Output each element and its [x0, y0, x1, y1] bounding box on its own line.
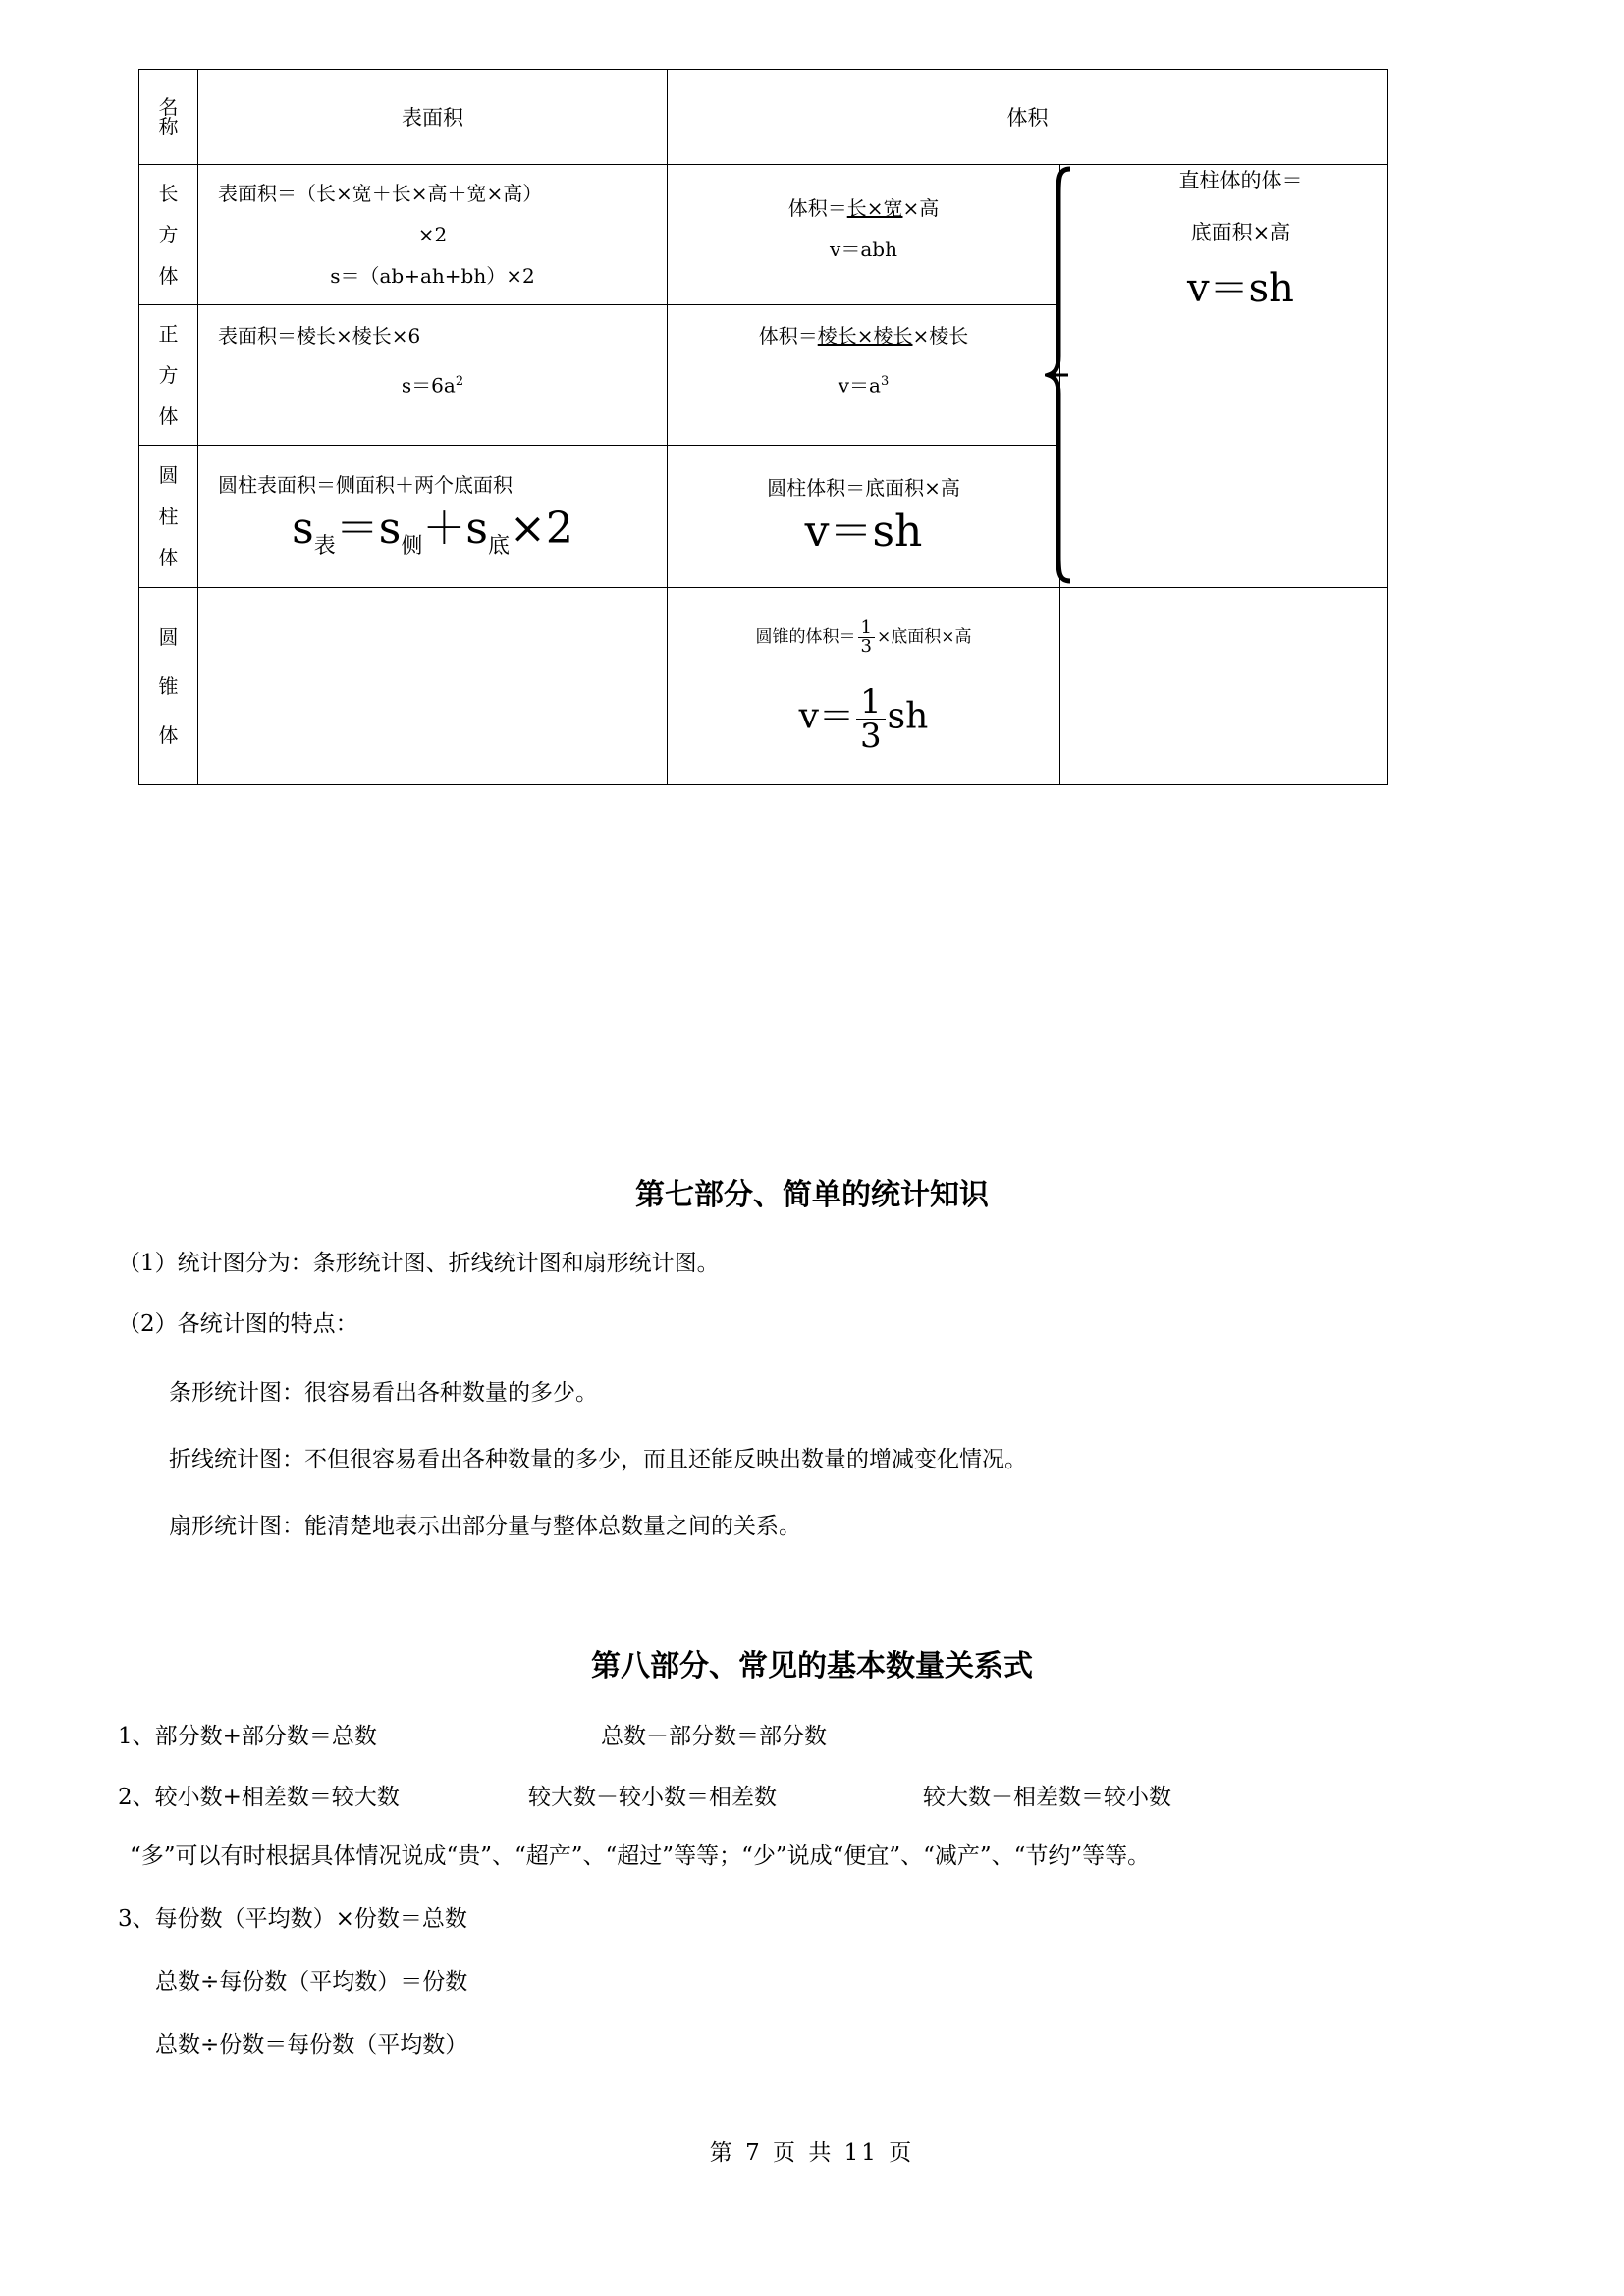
section-8-line-2c: 较大数－相差数＝较小数 [923, 1785, 1171, 1810]
cube-sa-line-1: 表面积＝棱长×棱长×6 [218, 323, 421, 347]
row-name-char: 方 [158, 363, 179, 387]
row-name-char: 柱 [158, 505, 179, 528]
cone-vol-formula: v＝ $\frac{1}{3}$ sh [798, 682, 929, 756]
prism-note-line-2: 底面积×高 [1190, 221, 1291, 244]
page-footer: 第 7 页 共 11 页 [709, 2140, 915, 2165]
cube-sa-line-2: $s=6a^2$ [401, 373, 464, 398]
section-7-item-4: 折线统计图：不但很容易看出各种数量的多少，而且还能反映出数量的增减变化情况。 [169, 1447, 1027, 1472]
header-name-char-1: 名 [158, 95, 179, 119]
row-name-cylinder [139, 446, 198, 588]
row-name-vertical [139, 324, 197, 426]
section-7-item-1: （1）统计图分为：条形统计图、折线统计图和扇形统计图。 [118, 1251, 720, 1276]
section-8-line-2b: 较大数－较小数＝相差数 [528, 1785, 777, 1810]
cylinder-sa-line-1: 圆柱表面积＝侧面积＋两个底面积 [218, 473, 513, 498]
section-8-line-3: “多”可以有时根据具体情况说成“贵”、“超产”、“超过”等等；“少”说成“便宜”、“减产”、“节约”等等。 [130, 1843, 1151, 1869]
cell-cone-note-empty [1060, 588, 1388, 785]
header-name-char-2: 称 [158, 115, 179, 138]
prism-note-text [1100, 165, 1381, 311]
fraction-one-third [858, 619, 875, 656]
row-name-char: 长 [158, 182, 179, 205]
exponent: 3 [880, 373, 890, 389]
row-name-vertical [139, 184, 197, 286]
section-7-title: 第七部分、简单的统计知识 [635, 1178, 989, 1212]
fraction-numerator: 1 [860, 682, 882, 721]
cone-sa-empty [198, 670, 667, 702]
table-row [139, 165, 1388, 305]
section-8-line-1a: 1、部分数+部分数＝总数 [118, 1724, 377, 1749]
row-name-char: 体 [158, 264, 179, 288]
table-row [139, 588, 1388, 785]
cube-sa-lines [198, 320, 667, 431]
section-8-title: 第八部分、常见的基本数量关系式 [591, 1649, 1033, 1683]
section-8-line-5: 总数÷每份数（平均数）＝份数 [155, 1969, 468, 1995]
section-8-line-1b: 总数－部分数＝部分数 [601, 1724, 827, 1749]
row-name-char: 圆 [158, 463, 179, 487]
subscript: 表 [313, 533, 336, 559]
header-surface-area-label: 表面积 [402, 106, 463, 130]
row-name-char: 体 [158, 546, 179, 569]
cylinder-vol-lines [668, 472, 1059, 561]
cube-vol-lines [668, 320, 1059, 431]
row-name-cone [139, 588, 198, 785]
cell-cylinder-surface-area [198, 446, 668, 588]
cylinder-sa-formula: $s_表=s_侧+s_底\times 2$ [292, 504, 573, 559]
cell-cuboid-surface-area [198, 165, 668, 305]
cell-prism-note [1060, 165, 1388, 588]
cuboid-sa-lines [198, 178, 667, 292]
cuboid-sa-line-1: 表面积＝（长×宽＋长×高＋宽×高） [218, 182, 543, 205]
fraction-denominator: 3 [856, 719, 886, 753]
cell-cylinder-volume [668, 446, 1060, 588]
table-header-row [139, 70, 1388, 165]
row-name-char: 体 [158, 404, 179, 428]
row-name-char: 方 [158, 223, 179, 246]
cone-vol-line-1: 圆锥的体积＝ $\frac{1}{3}$ ×底面积×高 [755, 617, 972, 657]
header-cell-surface-area [198, 70, 668, 165]
cell-cube-volume [668, 305, 1060, 446]
section-7-item-2: （2）各统计图的特点： [118, 1311, 358, 1337]
subscript: 底 [487, 533, 510, 559]
cell-cube-surface-area [198, 305, 668, 446]
row-name-char: 正 [158, 322, 179, 346]
row-name-cube [139, 305, 198, 446]
solid-geometry-formula-table [138, 69, 1388, 785]
fraction-numerator: 1 [860, 617, 872, 638]
cuboid-vol-line-2: v＝abh [830, 238, 897, 261]
row-name-char: 圆 [158, 625, 179, 649]
cylinder-vol-formula: v＝sh [804, 506, 923, 557]
curly-brace-icon [1045, 165, 1078, 587]
header-cell-volume [668, 70, 1388, 165]
cell-cuboid-volume [668, 165, 1060, 305]
row-name-cuboid [139, 165, 198, 305]
prism-note-line-1: 直柱体的体＝ [1178, 169, 1303, 192]
header-volume-label: 体积 [1006, 106, 1049, 130]
cuboid-vol-line-1: 体积＝长×宽×高 [787, 196, 940, 220]
curly-brace-svg [1045, 165, 1078, 587]
fraction-one-third [856, 682, 886, 756]
underline-emphasis: 棱长×棱长 [817, 323, 913, 347]
cube-vol-line-2: $v=a^3$ [838, 373, 890, 398]
section-8-line-2a: 2、较小数+相差数＝较大数 [118, 1785, 400, 1810]
prism-note-line-3: v＝sh [1187, 266, 1294, 311]
underline-emphasis: 长×宽 [846, 196, 903, 220]
fraction-denominator: 3 [858, 637, 875, 656]
header-name-vertical [139, 97, 197, 136]
section-8-line-4: 3、每份数（平均数）×份数＝总数 [118, 1906, 467, 1932]
section-7-item-3: 条形统计图：很容易看出各种数量的多少。 [169, 1380, 598, 1406]
cuboid-sa-line-2: ×2 [417, 223, 448, 246]
subscript: 侧 [401, 533, 423, 559]
header-cell-name [139, 70, 198, 165]
exponent: 2 [455, 373, 464, 389]
row-name-char: 锥 [158, 674, 179, 698]
section-8-line-6: 总数÷份数＝每份数（平均数） [155, 2032, 468, 2057]
row-name-vertical [139, 627, 197, 745]
cell-cone-surface-area [198, 588, 668, 785]
row-name-vertical [139, 465, 197, 567]
cylinder-sa-lines [198, 469, 667, 563]
cuboid-vol-lines [668, 192, 1059, 277]
cone-vol-lines [668, 614, 1059, 759]
cylinder-vol-line-1: 圆柱体积＝底面积×高 [767, 475, 960, 500]
cell-cone-volume [668, 588, 1060, 785]
cuboid-sa-line-3: s＝（ab+ah+bh）×2 [330, 264, 535, 288]
section-7-item-5: 扇形统计图：能清楚地表示出部分量与整体总数量之间的关系。 [169, 1514, 801, 1539]
row-name-char: 体 [158, 723, 179, 747]
cube-vol-line-1: 体积＝棱长×棱长×棱长 [758, 323, 969, 347]
